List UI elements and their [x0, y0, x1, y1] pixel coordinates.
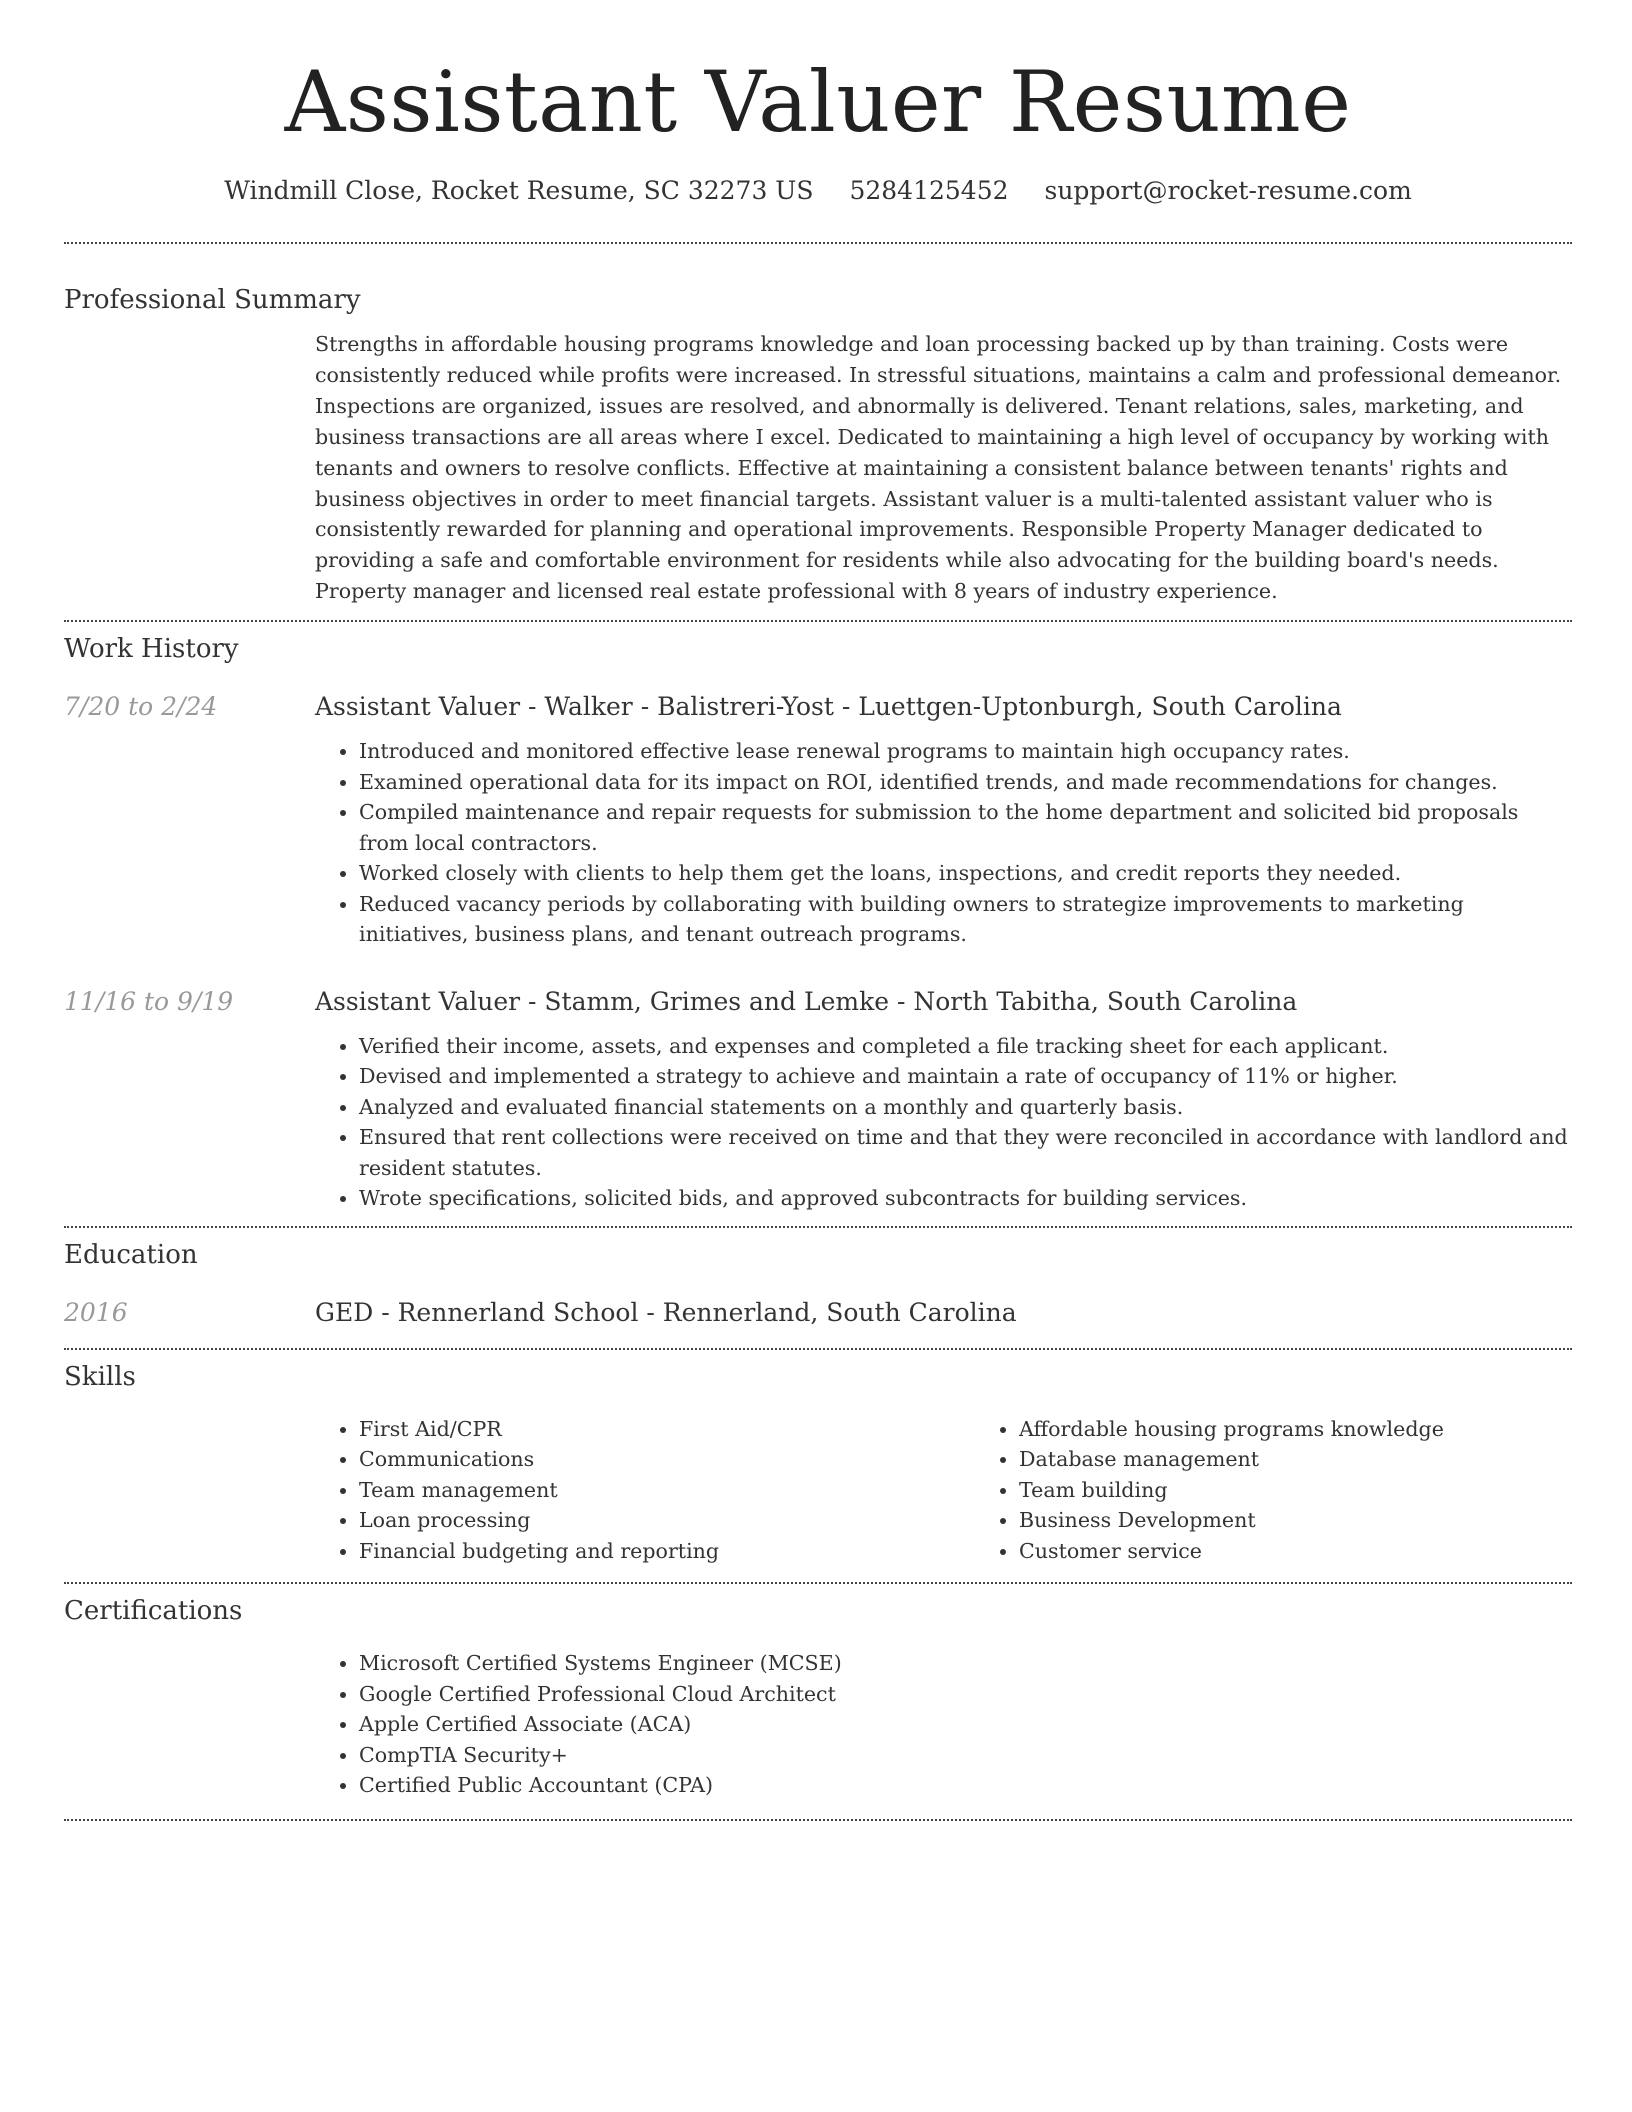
list-item: • Apple Certified Associate (ACA) — [359, 1709, 1572, 1740]
list-item: • Reduced vacancy periods by collaborating with building owners to strategize improvements to marketing initiatives, business plans, and tenant outreach programs. — [359, 889, 1572, 950]
divider — [64, 242, 1572, 244]
job-title: Assistant Valuer - Stamm, Grimes and Lemke - North Tabitha, South Carolina — [315, 986, 1298, 1016]
summary-spacer — [64, 329, 315, 607]
list-item: • Team management — [359, 1475, 975, 1506]
divider — [64, 1582, 1572, 1584]
list-item: • Certified Public Accountant (CPA) — [359, 1770, 1572, 1801]
skills-section — [64, 1360, 1572, 1567]
list-item: • Affordable housing programs knowledge — [1019, 1414, 1572, 1445]
list-item: • Communications — [359, 1444, 975, 1475]
skills-list-left — [315, 1414, 975, 1567]
list-item: • Worked closely with clients to help them get the loans, inspections, and credit reports they needed. — [359, 858, 1572, 889]
work-history-heading: Work History — [64, 634, 239, 665]
summary-section — [64, 283, 1572, 607]
list-item: • Wrote specifications, solicited bids, and approved subcontracts for building services. — [359, 1183, 1572, 1214]
divider — [64, 1226, 1572, 1228]
education-section — [64, 1238, 1572, 1330]
job-entry — [64, 985, 1572, 1214]
job-bullets — [315, 1031, 1572, 1214]
list-item: • Devised and implemented a strategy to achieve and maintain a rate of occupancy of 11% or higher. — [359, 1061, 1572, 1092]
list-item: • Customer service — [1019, 1536, 1572, 1567]
list-item: • CompTIA Security+ — [359, 1740, 1572, 1771]
list-item: • First Aid/CPR — [359, 1414, 975, 1445]
skills-spacer — [64, 1414, 315, 1567]
list-item: • Verified their income, assets, and expenses and completed a file tracking sheet for each applicant. — [359, 1031, 1572, 1062]
job-entry — [64, 690, 1572, 950]
education-title: GED - Rennerland School - Rennerland, South Carolina — [315, 1297, 1017, 1327]
list-item: • Microsoft Certified Systems Engineer (MCSE) — [359, 1648, 1572, 1679]
summary-text: Strengths in affordable housing programs knowledge and loan processing backed up by than training. Costs were consistently reduced while profits were increased. In stressful situations, maintains a calm and professional demeanor. Inspections are organized, issues are resolved, and abnormally is delivered. Tenant relations, sales, marketing, and business transactions are all areas where I excel. Dedicated to maintaining a high level of occupancy by working with tenants and owners to resolve conflicts. Effective at maintaining a consistent balance between tenants' rights and business objectives in order to meet financial targets. Assistant valuer is a multi-talented assistant valuer who is consistently rewarded for planning and operational improvements. Responsible Property Manager dedicated to providing a safe and comfortable environment for residents while also advocating for the building board's needs. Property manager and licensed real estate professional with 8 years of industry experience. — [315, 332, 1562, 604]
certifications-list — [315, 1648, 1572, 1801]
education-entry — [64, 1296, 1572, 1330]
contact-email: support@rocket-resume.com — [1044, 176, 1412, 205]
resume-page — [64, 0, 1572, 1821]
skills-list-right — [975, 1414, 1572, 1567]
certifications-spacer — [64, 1648, 315, 1801]
divider — [64, 1348, 1572, 1350]
education-year: 2016 — [64, 1297, 128, 1327]
summary-heading: Professional Summary — [64, 285, 361, 315]
job-bullets — [315, 736, 1572, 950]
job-dates: 7/20 to 2/24 — [64, 692, 218, 722]
list-item: • Introduced and monitored effective lease renewal programs to maintain high occupancy rates. — [359, 736, 1572, 767]
list-item: • Business Development — [1019, 1505, 1572, 1536]
list-item: • Financial budgeting and reporting — [359, 1536, 975, 1567]
job-dates: 11/16 to 9/19 — [64, 986, 234, 1016]
list-item: • Loan processing — [359, 1505, 975, 1536]
contact-address: Windmill Close, Rocket Resume, SC 32273 US — [224, 176, 814, 205]
list-item: • Compiled maintenance and repair requests for submission to the home department and solicited bid proposals from local contractors. — [359, 797, 1572, 858]
list-item: • Team building — [1019, 1475, 1572, 1506]
divider — [64, 1819, 1572, 1821]
education-heading: Education — [64, 1239, 198, 1270]
divider — [64, 620, 1572, 622]
list-item: • Google Certified Professional Cloud Architect — [359, 1679, 1572, 1710]
contact-line — [64, 174, 1572, 208]
resume-title: Assistant Valuer Resume — [284, 53, 1352, 151]
list-item: • Analyzed and evaluated financial statements on a monthly and quarterly basis. — [359, 1092, 1572, 1123]
contact-phone: 5284125452 — [849, 176, 1009, 205]
list-item: • Database management — [1019, 1444, 1572, 1475]
work-history-section — [64, 632, 1572, 1214]
job-title: Assistant Valuer - Walker - Balistreri-Yost - Luettgen-Uptonburgh, South Carolina — [315, 692, 1342, 722]
certifications-heading: Certifications — [64, 1596, 243, 1627]
list-item: • Examined operational data for its impact on ROI, identified trends, and made recommendations for changes. — [359, 767, 1572, 798]
skills-heading: Skills — [64, 1361, 136, 1392]
list-item: • Ensured that rent collections were received on time and that they were reconciled in accordance with landlord and resident statutes. — [359, 1122, 1572, 1183]
certifications-section — [64, 1594, 1572, 1801]
